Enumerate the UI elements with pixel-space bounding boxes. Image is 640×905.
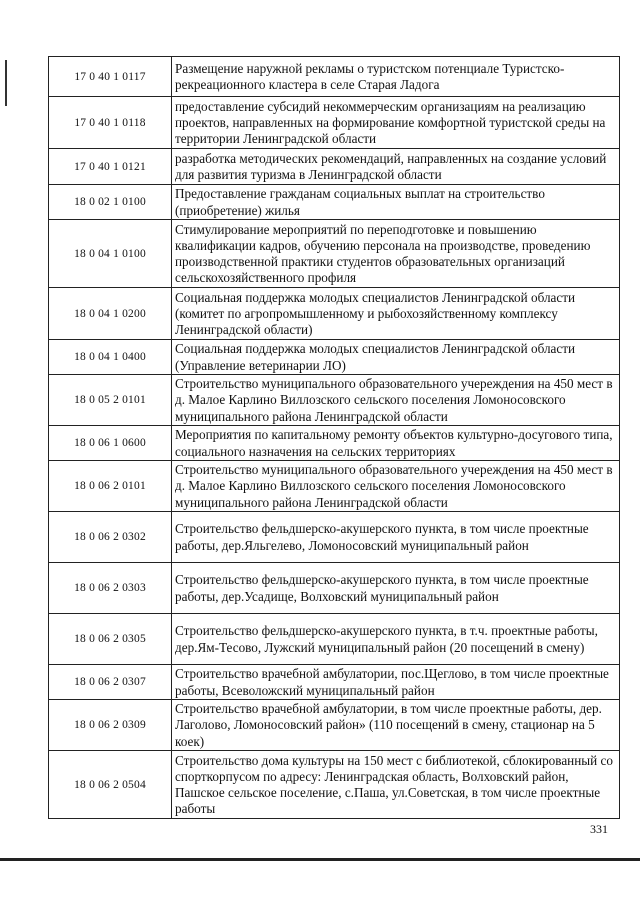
table-row: [49, 375, 620, 426]
row-code: 18 0 06 2 0504: [49, 751, 172, 819]
row-code: 18 0 04 1 0200: [49, 288, 172, 340]
table-row: [49, 563, 620, 614]
row-code: 18 0 04 1 0400: [49, 340, 172, 375]
row-description: Строительство муниципального образовательного учереждения на 450 мест в д. Малое Карлино Виллозского сельского поселения Ломоносовского муниципального района Ленинградской области: [172, 375, 620, 426]
row-code: 18 0 02 1 0100: [49, 185, 172, 220]
row-code: 18 0 06 2 0309: [49, 700, 172, 751]
table-row: [49, 220, 620, 288]
row-code: 17 0 40 1 0117: [49, 57, 172, 97]
row-description: Стимулирование мероприятий по переподготовке и повышению квалификации кадров, обучению персонала на производстве, проведению производственной практики студентов образовательных организаций сельскохозяйственного профиля: [172, 220, 620, 288]
table-row: [49, 149, 620, 185]
row-description: Строительство врачебной амбулатории, пос.Щеглово, в том числе проектные работы, Всеволожский муниципальный район: [172, 665, 620, 700]
table-row: [49, 185, 620, 220]
row-description: Строительство фельдшерско-акушерского пункта, в том числе проектные работы, дер.Яльгелево, Ломоносовский муниципальный район: [172, 512, 620, 563]
row-code: 17 0 40 1 0118: [49, 97, 172, 149]
row-code: 18 0 06 2 0305: [49, 614, 172, 665]
row-code: 18 0 06 2 0303: [49, 563, 172, 614]
page-number: 331: [590, 822, 608, 836]
row-code: 18 0 05 2 0101: [49, 375, 172, 426]
table-row: [49, 512, 620, 563]
row-code: 18 0 04 1 0100: [49, 220, 172, 288]
row-code: 18 0 06 2 0302: [49, 512, 172, 563]
row-description: Строительство муниципального образовательного учереждения на 450 мест в д. Малое Карлино Виллозского сельского поселения Ломоносовского муниципального района Ленинградской области: [172, 461, 620, 512]
row-description: Социальная поддержка молодых специалистов Ленинградской области (Управление ветеринарии ЛО): [172, 340, 620, 375]
table-row: [49, 614, 620, 665]
table-row: [49, 340, 620, 375]
budget-code-table: [48, 56, 620, 819]
table-row: [49, 700, 620, 751]
table-row: [49, 461, 620, 512]
row-code: 18 0 06 2 0101: [49, 461, 172, 512]
row-description: разработка методических рекомендаций, направленных на создание условий для развития туризма в Ленинградской области: [172, 149, 620, 185]
row-description: Социальная поддержка молодых специалистов Ленинградской области (комитет по агропромышленному и рыбохозяйственному комплексу Ленинградской области): [172, 288, 620, 340]
table-row: [49, 665, 620, 700]
row-description: Строительство фельдшерско-акушерского пункта, в т.ч. проектные работы, дер.Ям-Тесово, Лужский муниципальный район (20 посещений в смену): [172, 614, 620, 665]
row-code: 18 0 06 1 0600: [49, 426, 172, 461]
row-code: 18 0 06 2 0307: [49, 665, 172, 700]
table-row: [49, 57, 620, 97]
table-row: [49, 751, 620, 819]
row-description: предоставление субсидий некоммерческим организациям на реализацию проектов, направленных на формирование комфортной туристской среды на территории Ленинградской области: [172, 97, 620, 149]
row-description: Мероприятия по капитальному ремонту объектов культурно-досугового типа, социального назначения на сельских территориях: [172, 426, 620, 461]
scan-edge-line: [0, 858, 640, 861]
row-description: Размещение наружной рекламы о туристском потенциале Туристско-рекреационного кластера в селе Старая Ладога: [172, 57, 620, 97]
row-description: Строительство дома культуры на 150 мест с библиотекой, сблокированный со спорткорпусом по адресу: Ленинградская область, Волховский район, Пашское сельское поселение, с.Паша, ул.Советская, в том числе проектные работы: [172, 751, 620, 819]
table-row: [49, 288, 620, 340]
row-code: 17 0 40 1 0121: [49, 149, 172, 185]
table-row: [49, 97, 620, 149]
row-description: Строительство фельдшерско-акушерского пункта, в том числе проектные работы, дер.Усадище, Волховский муниципальный район: [172, 563, 620, 614]
row-description: Предоставление гражданам социальных выплат на строительство (приобретение) жилья: [172, 185, 620, 220]
scan-mark: [5, 60, 7, 106]
row-description: Строительство врачебной амбулатории, в том числе проектные работы, дер. Лаголово, Ломоносовский район» (110 посещений в смену, стационар на 5 коек): [172, 700, 620, 751]
table-row: [49, 426, 620, 461]
